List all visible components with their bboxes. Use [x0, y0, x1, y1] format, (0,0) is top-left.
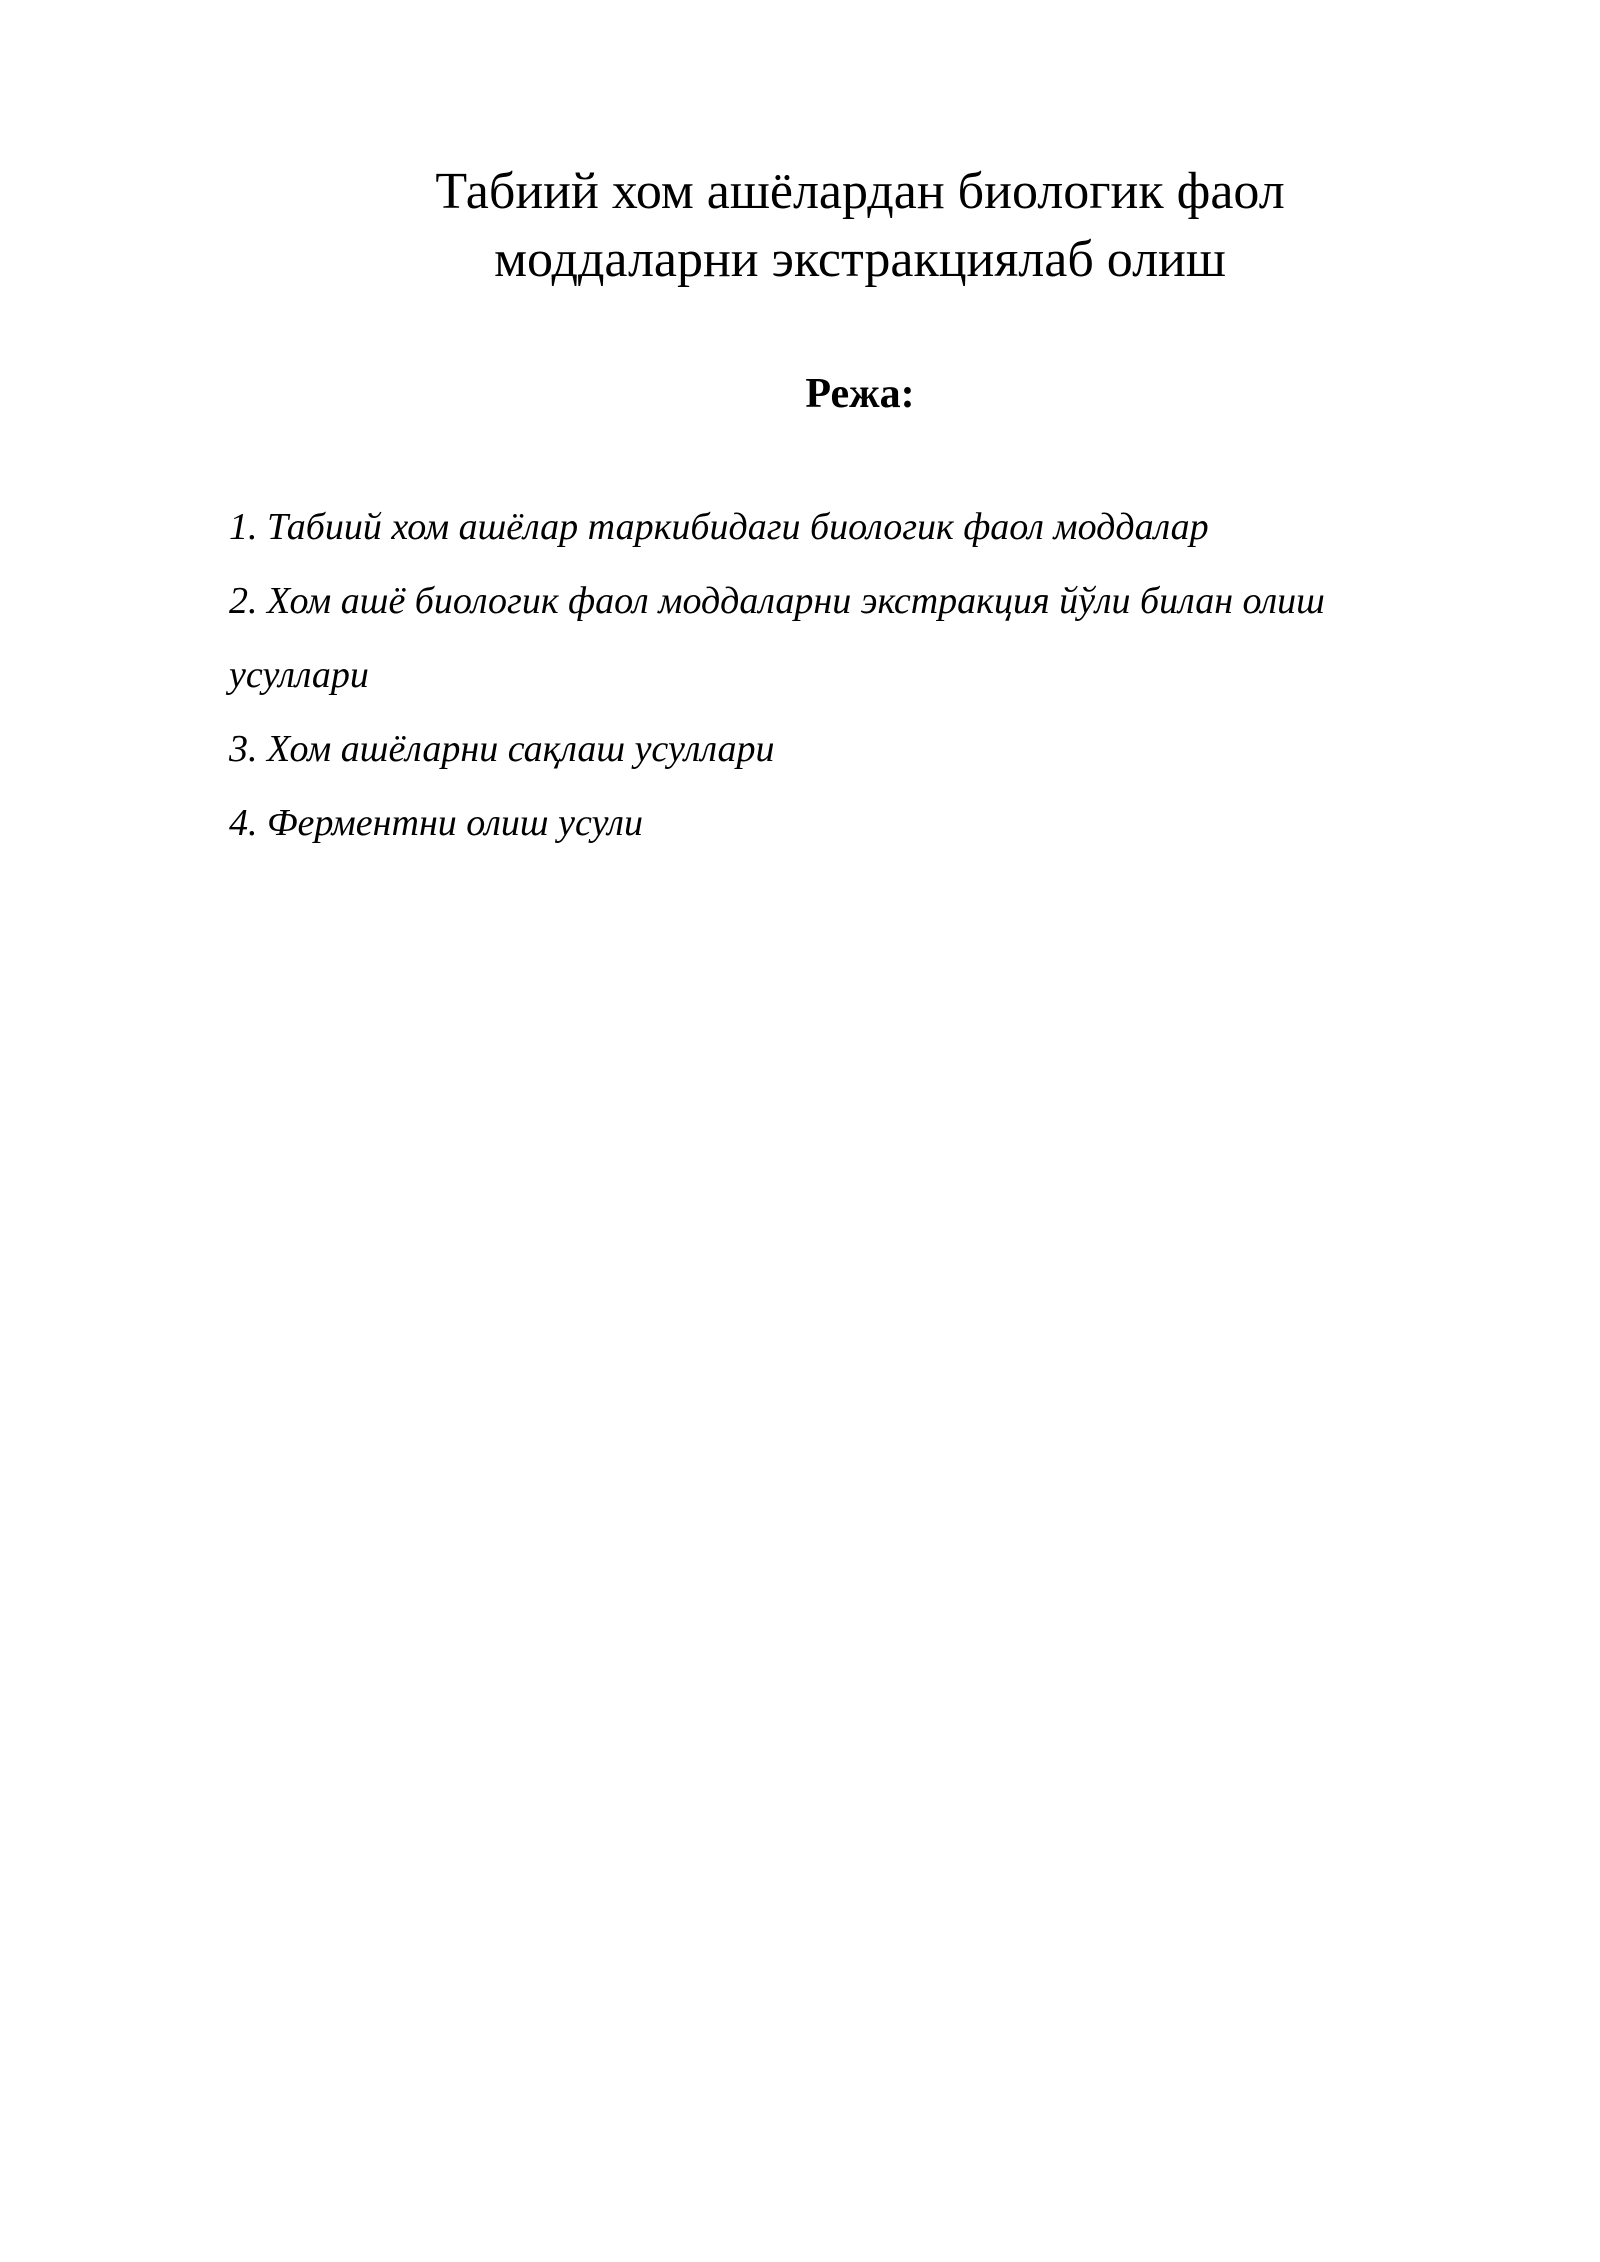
plan-item-3: 3. Хом ашёларни сақлаш усуллари — [229, 728, 775, 770]
document-title-line-2: моддаларни экстракциялаб олиш — [494, 231, 1226, 288]
plan-item-2: 2. Хом ашё биологик фаол моддаларни экстракция йўли билан олиш — [229, 580, 1325, 622]
plan-item-4: 4. Ферментни олиш усули — [229, 802, 643, 844]
document-title-line-1: Табиий хом ашёлардан биологик фаол — [435, 163, 1285, 220]
plan-list — [229, 490, 1519, 860]
plan-item-1: 1. Табиий хом ашёлар таркибидаги биологик фаол моддалар — [229, 506, 1209, 548]
plan-heading: Режа: — [805, 371, 915, 417]
document-title — [0, 158, 1600, 294]
plan-item-2-continuation: усуллари — [229, 654, 369, 696]
